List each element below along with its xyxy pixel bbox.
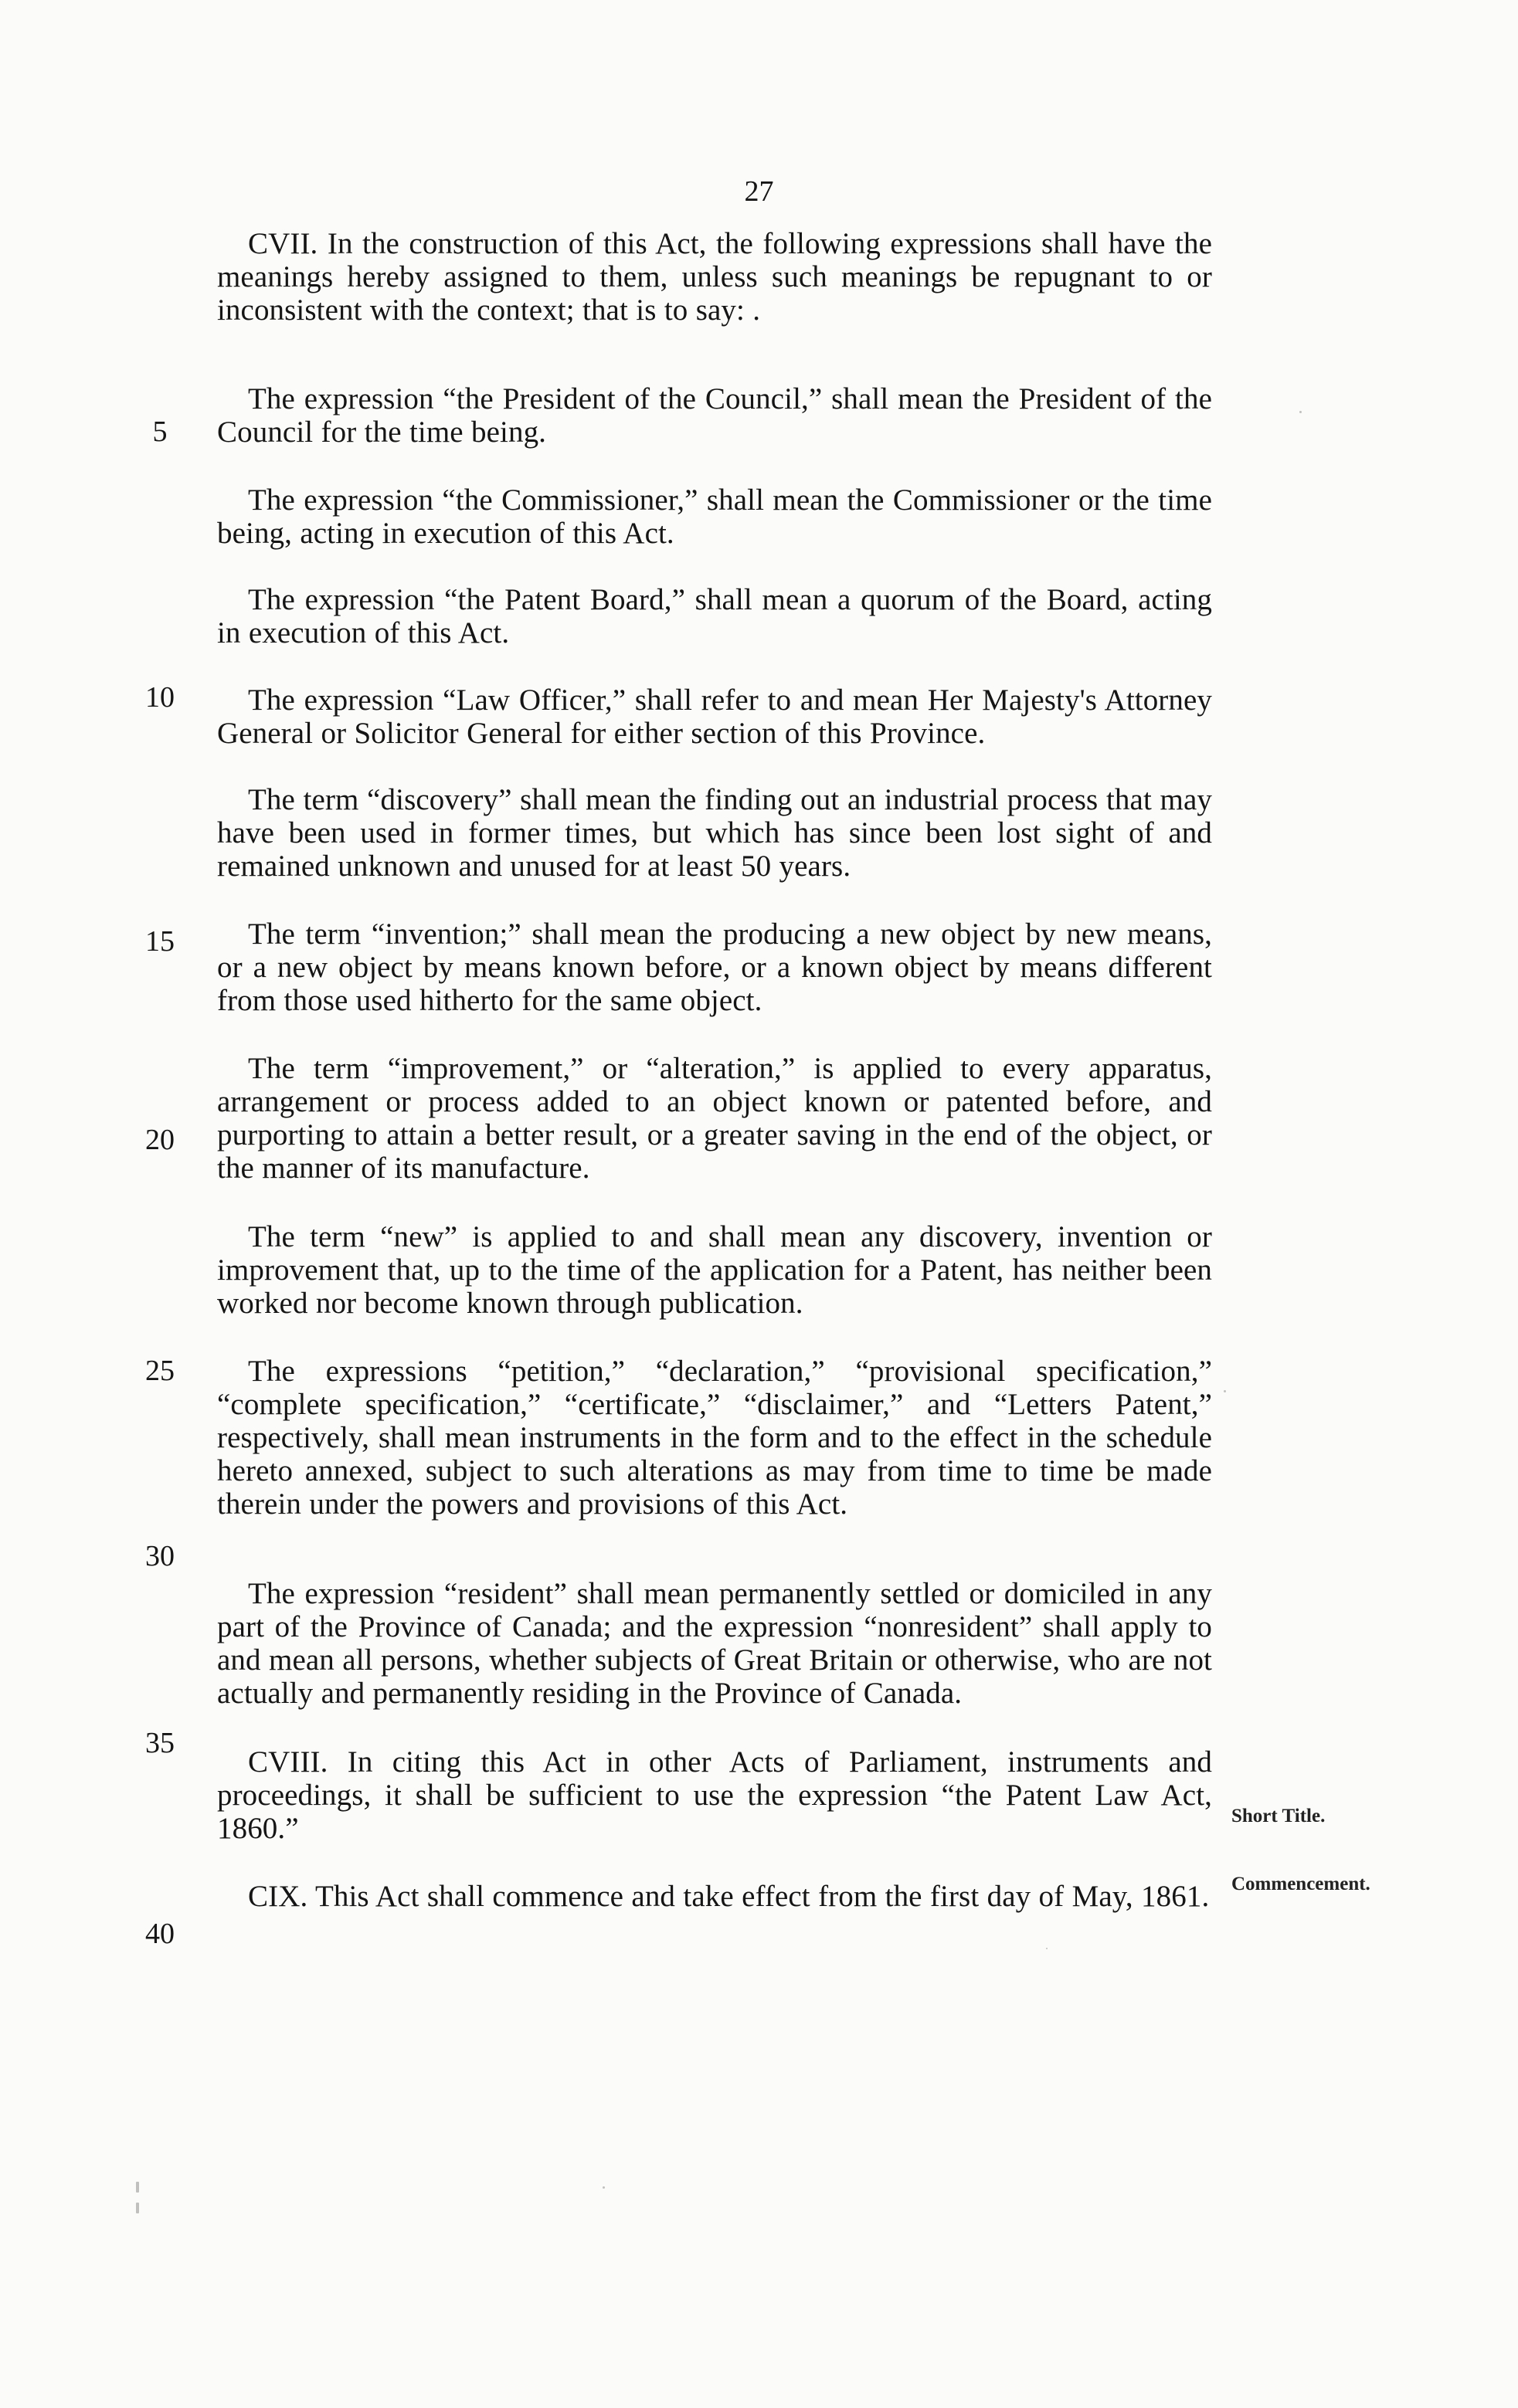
patent-board-definition-paragraph: The expression “the Patent Board,” shall mean a quorum of the Board, acting in execution of this Act.	[217, 583, 1212, 649]
discovery-definition-paragraph: The term “discovery” shall mean the finding out an industrial process that may have been used in former times, but which has since been lost sight of and remained unknown and unused for at least 50 years.	[217, 783, 1212, 883]
section-109-paragraph: CIX. This Act shall commence and take effect from the first day of May, 1861.	[248, 1880, 1210, 1913]
law-officer-definition-paragraph: The expression “Law Officer,” shall refer to and mean Her Majesty's Attorney General or Solicitor General for either section of this Province.	[217, 683, 1212, 750]
line-number-35: 35	[145, 1727, 175, 1759]
line-number-40: 40	[145, 1918, 175, 1950]
line-number-15: 15	[145, 925, 175, 958]
improvement-definition-paragraph: The term “improvement,” or “alteration,” is applied to every apparatus, arrangement or process added to an object known or patented before, and purporting to attain a better result, or a greater saving in the end of the object, or the manner of its manufacture.	[217, 1052, 1212, 1185]
line-number-20: 20	[145, 1124, 175, 1156]
commissioner-definition-paragraph: The expression “the Commissioner,” shall mean the Commissioner or the time being, acting in execution of this Act.	[217, 483, 1212, 550]
paper-speck	[1299, 411, 1302, 413]
new-definition-paragraph: The term “new” is applied to and shall mean any discovery, invention or improvement that, up to the time of the application for a Patent, has neither been worked nor become known through publication.	[217, 1220, 1212, 1320]
paper-speck	[1046, 1948, 1048, 1949]
page-number: 27	[744, 175, 774, 208]
paper-mark	[136, 2182, 139, 2193]
section-108-paragraph: CVIII. In citing this Act in other Acts of Parliament, instruments and proceedings, it shall be sufficient to use the expression “the Patent Law Act, 1860.”	[217, 1745, 1212, 1845]
line-number-10: 10	[145, 681, 175, 714]
invention-definition-paragraph: The term “invention;” shall mean the producing a new object by new means, or a new object by means known before, or a known object by means different from those used hitherto for the same object.	[217, 917, 1212, 1017]
president-definition-paragraph: The expression “the President of the Council,” shall mean the President of the Council for the time being.	[217, 382, 1212, 449]
line-number-25: 25	[145, 1355, 175, 1387]
short-title-margin-note: Short Title.	[1231, 1806, 1326, 1826]
line-number-30: 30	[145, 1540, 175, 1572]
paper-speck	[603, 2186, 605, 2189]
section-107-paragraph: CVII. In the construction of this Act, the following expressions shall have the meanings hereby assigned to them, unless such meanings be repugnant to or inconsistent with the context; that is to say: .	[217, 227, 1212, 327]
commencement-margin-note: Commencement.	[1231, 1874, 1370, 1894]
line-number-5: 5	[152, 415, 168, 448]
paper-mark	[136, 2203, 139, 2213]
instrument-definitions-paragraph: The expressions “petition,” “declaration,” “provisional specification,” “complete specification,” “certificate,” “disclaimer,” and “Letters Patent,” respectively, shall mean instruments in the form and to the effect in the schedule hereto annexed, subject to such alterations as may from time to time be made therein under the powers and provisions of this Act.	[217, 1355, 1212, 1521]
resident-definition-paragraph: The expression “resident” shall mean permanently settled or domiciled in any part of the Province of Canada; and the expression “nonresident” shall apply to and mean all persons, whether subjects of Great Britain or otherwise, who are not actually and permanently residing in the Province of Canada.	[217, 1577, 1212, 1710]
paper-speck	[1224, 1390, 1226, 1392]
